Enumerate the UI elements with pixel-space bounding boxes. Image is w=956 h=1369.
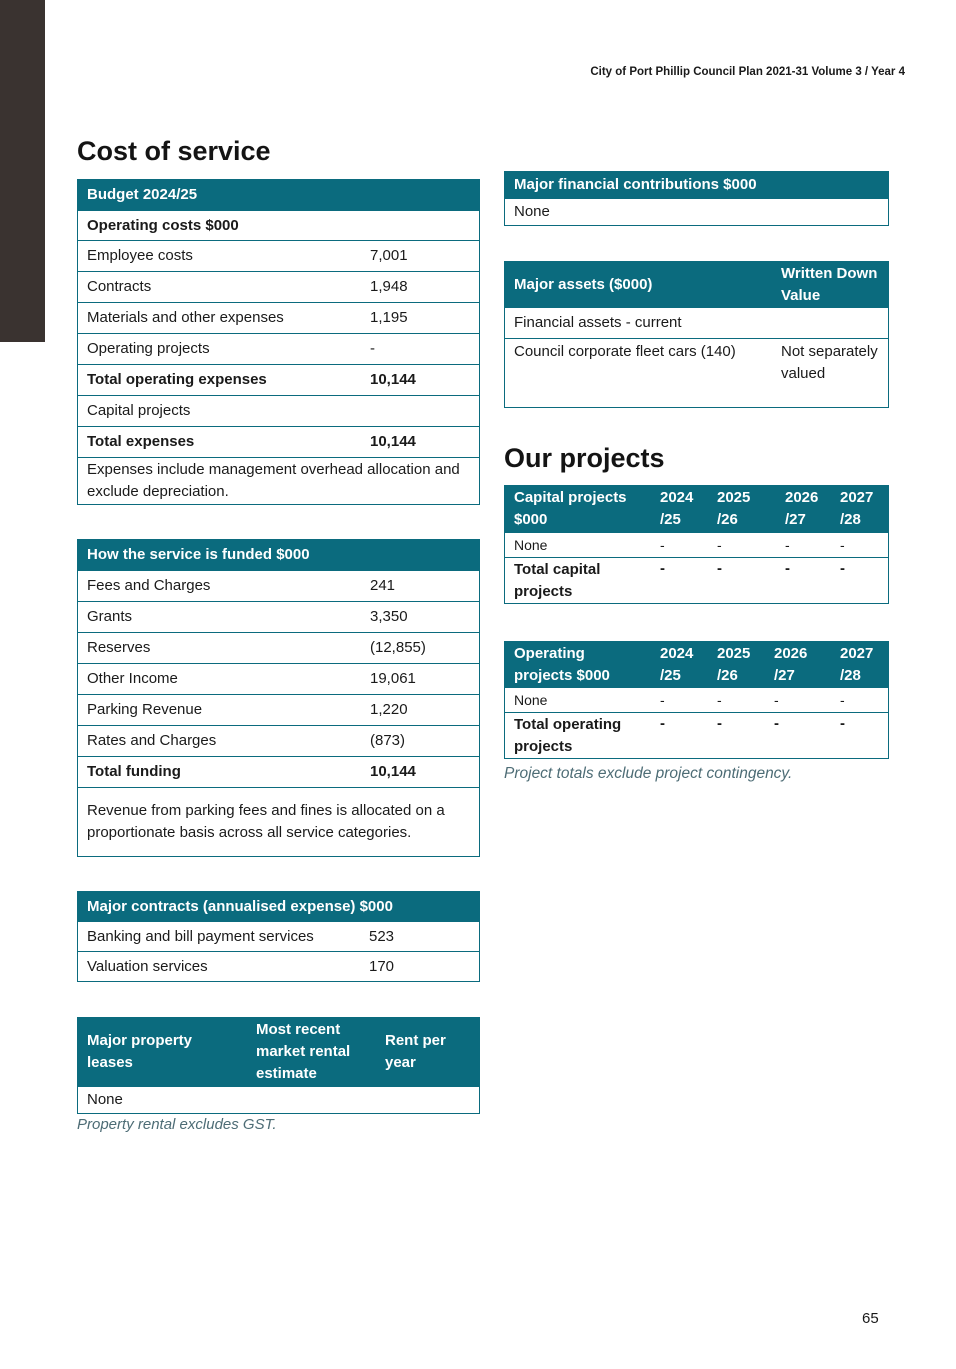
row-value: - bbox=[776, 533, 831, 558]
leases-header: Major property leases bbox=[78, 1018, 247, 1087]
row-value: - bbox=[831, 533, 889, 558]
contributions-header: Major financial contributions $000 bbox=[505, 172, 889, 199]
table-row bbox=[78, 726, 480, 757]
row-label: Total operating expenses bbox=[78, 365, 361, 396]
row-label: Employee costs bbox=[78, 241, 361, 272]
operating-projects-table bbox=[504, 641, 889, 759]
row-label: Financial assets - current bbox=[505, 308, 772, 339]
row-value: - bbox=[361, 334, 480, 365]
row-label: Total expenses bbox=[78, 427, 361, 458]
page-number: 65 bbox=[862, 1310, 879, 1327]
row-label: Rates and Charges bbox=[78, 726, 361, 757]
row-value: - bbox=[765, 688, 831, 713]
row-label: Capital projects bbox=[78, 396, 361, 427]
table-header-row bbox=[505, 486, 889, 533]
row-value: - bbox=[765, 713, 831, 759]
row-value: - bbox=[651, 713, 708, 759]
budget-note: Expenses include management overhead allocation and exclude depreciation. bbox=[78, 458, 480, 505]
page-header: City of Port Phillip Council Plan 2021-31 Volume 3 / Year 4 bbox=[590, 66, 905, 78]
year-header: 2026 /27 bbox=[776, 486, 831, 533]
table-row bbox=[78, 952, 480, 982]
row-label: Operating projects bbox=[78, 334, 361, 365]
capital-projects-table bbox=[504, 485, 889, 604]
row-value bbox=[361, 396, 480, 427]
year-header: 2025 /26 bbox=[708, 642, 765, 688]
row-value: 1,195 bbox=[361, 303, 480, 334]
year-header: 2027 /28 bbox=[831, 642, 889, 688]
table-row bbox=[78, 211, 480, 241]
table-row bbox=[505, 533, 889, 558]
row-value: 10,144 bbox=[361, 365, 480, 396]
contributions-table bbox=[504, 171, 889, 226]
table-row bbox=[78, 458, 480, 505]
table-header-row bbox=[505, 172, 889, 199]
row-label: Total funding bbox=[78, 757, 361, 788]
row-label: Banking and bill payment services bbox=[78, 922, 360, 952]
row-value: 241 bbox=[361, 571, 480, 602]
projects-note: Project totals exclude project contingency. bbox=[504, 765, 793, 782]
funding-table bbox=[77, 539, 480, 857]
table-header-row bbox=[505, 262, 889, 308]
table-row bbox=[505, 558, 889, 604]
table-row bbox=[78, 664, 480, 695]
row-value: (12,855) bbox=[361, 633, 480, 664]
table-row bbox=[78, 272, 480, 303]
table-header-row bbox=[78, 1018, 480, 1087]
funding-note: Revenue from parking fees and fines is allocated on a proportionate basis across all service categories. bbox=[78, 788, 480, 857]
table-row bbox=[505, 339, 889, 408]
cost-of-service-title: Cost of service bbox=[77, 136, 271, 166]
row-value: - bbox=[708, 533, 776, 558]
row-value: 170 bbox=[360, 952, 480, 982]
row-value: (873) bbox=[361, 726, 480, 757]
capital-header: Capital projects $000 bbox=[505, 486, 651, 533]
budget-header: Budget 2024/25 bbox=[78, 180, 480, 211]
row-label: Total capital projects bbox=[505, 558, 651, 604]
table-row bbox=[78, 695, 480, 726]
row-label: Fees and Charges bbox=[78, 571, 361, 602]
leases-header: Rent per year bbox=[376, 1018, 480, 1087]
decorative-side-bar bbox=[0, 0, 45, 342]
year-header: 2027 /28 bbox=[831, 486, 889, 533]
year-header: 2025 /26 bbox=[708, 486, 776, 533]
row-label: Contracts bbox=[78, 272, 361, 303]
table-row bbox=[78, 241, 480, 272]
row-value bbox=[772, 308, 889, 339]
row-value: - bbox=[776, 558, 831, 604]
table-row bbox=[78, 788, 480, 857]
table-row bbox=[78, 633, 480, 664]
table-header-row bbox=[78, 180, 480, 211]
table-row bbox=[78, 427, 480, 458]
table-row bbox=[78, 303, 480, 334]
row-value: 3,350 bbox=[361, 602, 480, 633]
row-label: Other Income bbox=[78, 664, 361, 695]
table-row bbox=[78, 757, 480, 788]
table-header-row bbox=[78, 892, 480, 922]
table-row bbox=[505, 713, 889, 759]
row-label: Materials and other expenses bbox=[78, 303, 361, 334]
year-header: 2024 /25 bbox=[651, 642, 708, 688]
assets-table bbox=[504, 261, 889, 408]
row-value: - bbox=[651, 533, 708, 558]
contracts-table bbox=[77, 891, 480, 982]
table-row bbox=[505, 308, 889, 339]
row-label: None bbox=[505, 533, 651, 558]
operating-header: Operating projects $000 bbox=[505, 642, 651, 688]
row-value: 19,061 bbox=[361, 664, 480, 695]
table-row bbox=[78, 334, 480, 365]
row-value: Not separately valued bbox=[772, 339, 889, 408]
row-value: - bbox=[651, 558, 708, 604]
row-label: Valuation services bbox=[78, 952, 360, 982]
row-label: Reserves bbox=[78, 633, 361, 664]
table-row bbox=[505, 688, 889, 713]
year-header: 2024 /25 bbox=[651, 486, 708, 533]
table-row bbox=[505, 199, 889, 226]
row-value: 1,948 bbox=[361, 272, 480, 303]
operating-costs-subheader: Operating costs $000 bbox=[78, 211, 480, 241]
row-value: - bbox=[831, 558, 889, 604]
budget-table bbox=[77, 179, 480, 505]
table-header-row bbox=[505, 642, 889, 688]
row-value: - bbox=[651, 688, 708, 713]
row-label: None bbox=[505, 688, 651, 713]
leases-note: Property rental excludes GST. bbox=[77, 1116, 277, 1133]
assets-header: Written Down Value bbox=[772, 262, 889, 308]
row-label: Parking Revenue bbox=[78, 695, 361, 726]
row-value: 1,220 bbox=[361, 695, 480, 726]
funding-header: How the service is funded $000 bbox=[78, 540, 480, 571]
table-row bbox=[78, 602, 480, 633]
year-header: 2026 /27 bbox=[765, 642, 831, 688]
row-value: 7,001 bbox=[361, 241, 480, 272]
row-value: - bbox=[708, 713, 765, 759]
table-row bbox=[78, 365, 480, 396]
row-value: - bbox=[831, 688, 889, 713]
row-value: - bbox=[708, 558, 776, 604]
row-value: 10,144 bbox=[361, 427, 480, 458]
row-label: Grants bbox=[78, 602, 361, 633]
table-row bbox=[78, 1087, 480, 1114]
row-label: Total operating projects bbox=[505, 713, 651, 759]
our-projects-title: Our projects bbox=[504, 443, 665, 473]
assets-header: Major assets ($000) bbox=[505, 262, 772, 308]
table-row bbox=[78, 571, 480, 602]
row-value: 523 bbox=[360, 922, 480, 952]
leases-header: Most recent market rental estimate bbox=[247, 1018, 376, 1087]
leases-table bbox=[77, 1017, 480, 1114]
row-value: - bbox=[708, 688, 765, 713]
leases-none: None bbox=[78, 1087, 480, 1114]
row-value: - bbox=[831, 713, 889, 759]
contributions-none: None bbox=[505, 199, 889, 226]
table-row bbox=[78, 396, 480, 427]
row-value: 10,144 bbox=[361, 757, 480, 788]
table-row bbox=[78, 922, 480, 952]
contracts-header: Major contracts (annualised expense) $000 bbox=[78, 892, 480, 922]
table-header-row bbox=[78, 540, 480, 571]
row-label: Council corporate fleet cars (140) bbox=[505, 339, 772, 408]
